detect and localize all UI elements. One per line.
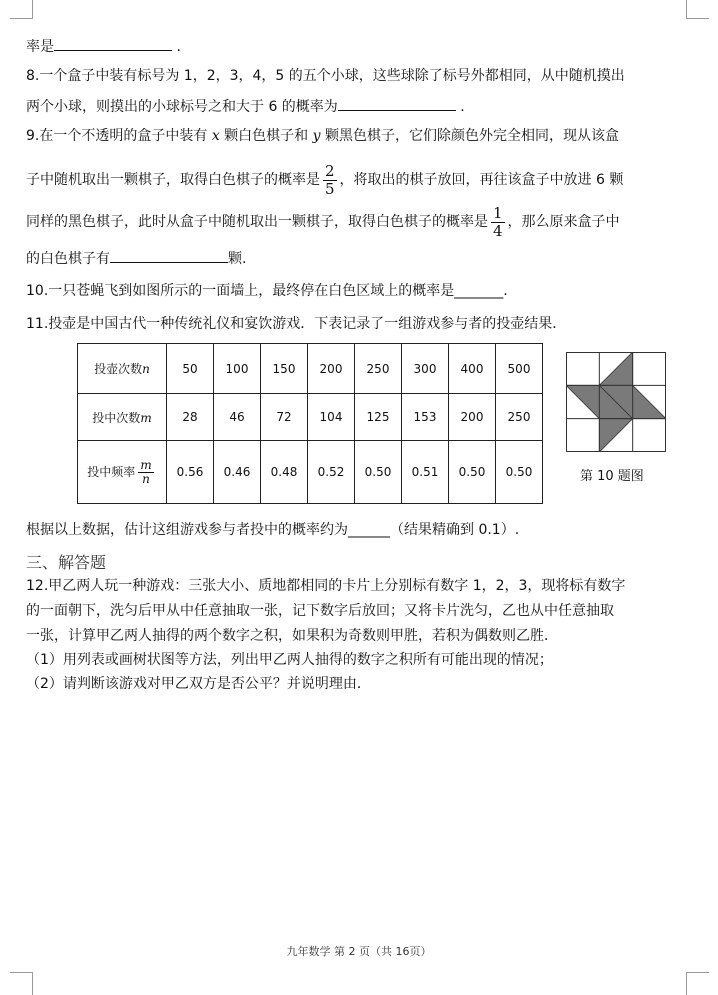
crop-mark-top-left [10, 0, 33, 19]
fraction-m-over-n: $\frac{m}{n}$ [140, 457, 152, 486]
table-cell: 0.50 [496, 441, 543, 504]
answer-blank[interactable] [338, 96, 456, 111]
table-cell: 200 [449, 394, 496, 441]
table-cell: 250 [496, 394, 543, 441]
table-cell: 300 [402, 344, 449, 394]
crop-mark-bottom-left [10, 972, 33, 995]
shaded-pinwheel [566, 352, 666, 452]
table-cell: 50 [167, 344, 214, 394]
table-cell: 0.50 [449, 441, 496, 504]
question-7-answer-line: 率是 . [26, 36, 181, 57]
table-cell: 0.56 [167, 441, 214, 504]
table-row-frequency [78, 441, 543, 504]
question-9-line-4: 的白色棋子有 颗. [26, 248, 246, 269]
throwing-results-table [77, 343, 543, 504]
question-9-line-3: 同样的黑色棋子，此时从盒子中随机取出一颗棋子，取得白色棋子的概率是 $\frac{1}{4}$ ，那么原来盒子中 [26, 203, 620, 240]
table-cell: 28 [167, 394, 214, 441]
question-12-part-2: （2）请判断该游戏对甲乙双方是否公平？并说明理由． [26, 676, 371, 692]
table-cell: 46 [214, 394, 261, 441]
fraction-two-fifths: $\frac{2}{5}$ [325, 161, 335, 198]
table-cell: 250 [355, 344, 402, 394]
question-12-line-1: 12.甲乙两人玩一种游戏：三张大小、质地都相同的卡片上分别标有数字 1，2，3，现将标有数字 [26, 578, 626, 594]
question-12-line-2: 的一面朝下，洗匀后甲从中任意抽取一张，记下数字后放回；又将卡片洗匀，乙也从中任意抽取 [26, 603, 614, 619]
question-12-part-1: （1）用列表或画树状图等方法，列出甲乙两人抽得的数字之积所有可能出现的情况； [26, 652, 553, 668]
fraction-one-fourth: $\frac{1}{4}$ [493, 203, 503, 240]
table-cell: 0.46 [214, 441, 261, 504]
table-cell: 72 [261, 394, 308, 441]
answer-blank[interactable] [110, 248, 228, 263]
question-11-intro: 11.投壶是中国古代一种传统礼仪和宴饮游戏．下表记录了一组游戏参与者的投壶结果． [26, 316, 567, 332]
question-12-line-3: 一张，计算甲乙两人抽得的两个数字之积，如果积为奇数则甲胜，若积为偶数则乙胜． [26, 628, 558, 644]
page-footer: 九年数学 第 2 页（共 16页） [286, 945, 432, 958]
table-cell: 153 [402, 394, 449, 441]
section-title: 三、解答题 [26, 553, 107, 572]
row-header-hits: 投中次数m [78, 394, 167, 441]
table-row-throws [78, 344, 543, 394]
crop-mark-bottom-right [686, 972, 709, 995]
table-cell: 400 [449, 344, 496, 394]
table-row-hits [78, 394, 543, 441]
table-cell: 0.51 [402, 441, 449, 504]
row-header-throws: 投壶次数n [78, 344, 167, 394]
figure-caption: 第 10 题图 [580, 469, 644, 484]
table-cell: 0.52 [308, 441, 355, 504]
question-8-line-1: 8.一个盒子中装有标号为 1，2，3，4，5 的五个小球，这些球除了标号外都相同，从中随机摸出 [26, 68, 625, 84]
answer-blank[interactable] [54, 36, 172, 51]
crop-mark-top-right [686, 0, 709, 19]
table-cell: 104 [308, 394, 355, 441]
table-cell: 200 [308, 344, 355, 394]
table-cell: 0.48 [261, 441, 308, 504]
table-cell: 100 [214, 344, 261, 394]
table-cell: 500 [496, 344, 543, 394]
table-cell: 0.50 [355, 441, 402, 504]
question-11-conclusion: 根据以上数据，估计这组游戏参与者投中的概率约为______（结果精确到 0.1）. [26, 522, 520, 538]
question-9-line-1: 9.在一个不透明的盒子中装有 x 颗白色棋子和 y 颗黑色棋子，它们除颜色外完全相同，现从该盒 [26, 128, 619, 144]
question-8-line-2: 两个小球，则摸出的小球标号之和大于 6 的概率为 . [26, 96, 465, 117]
table-cell: 125 [355, 394, 402, 441]
pinwheel-grid-figure [566, 352, 666, 452]
row-header-frequency: 投中频率 $\frac{m}{n}$ [78, 441, 167, 504]
table-cell: 150 [261, 344, 308, 394]
question-10: 10.一只苍蝇飞到如图所示的一面墙上，最终停在白色区域上的概率是_______. [26, 283, 508, 299]
question-9-line-2: 子中随机取出一颗棋子，取得白色棋子的概率是 $\frac{2}{5}$ ，将取出的棋子放回，再往该盒子中放进 6 颗 [26, 161, 624, 198]
